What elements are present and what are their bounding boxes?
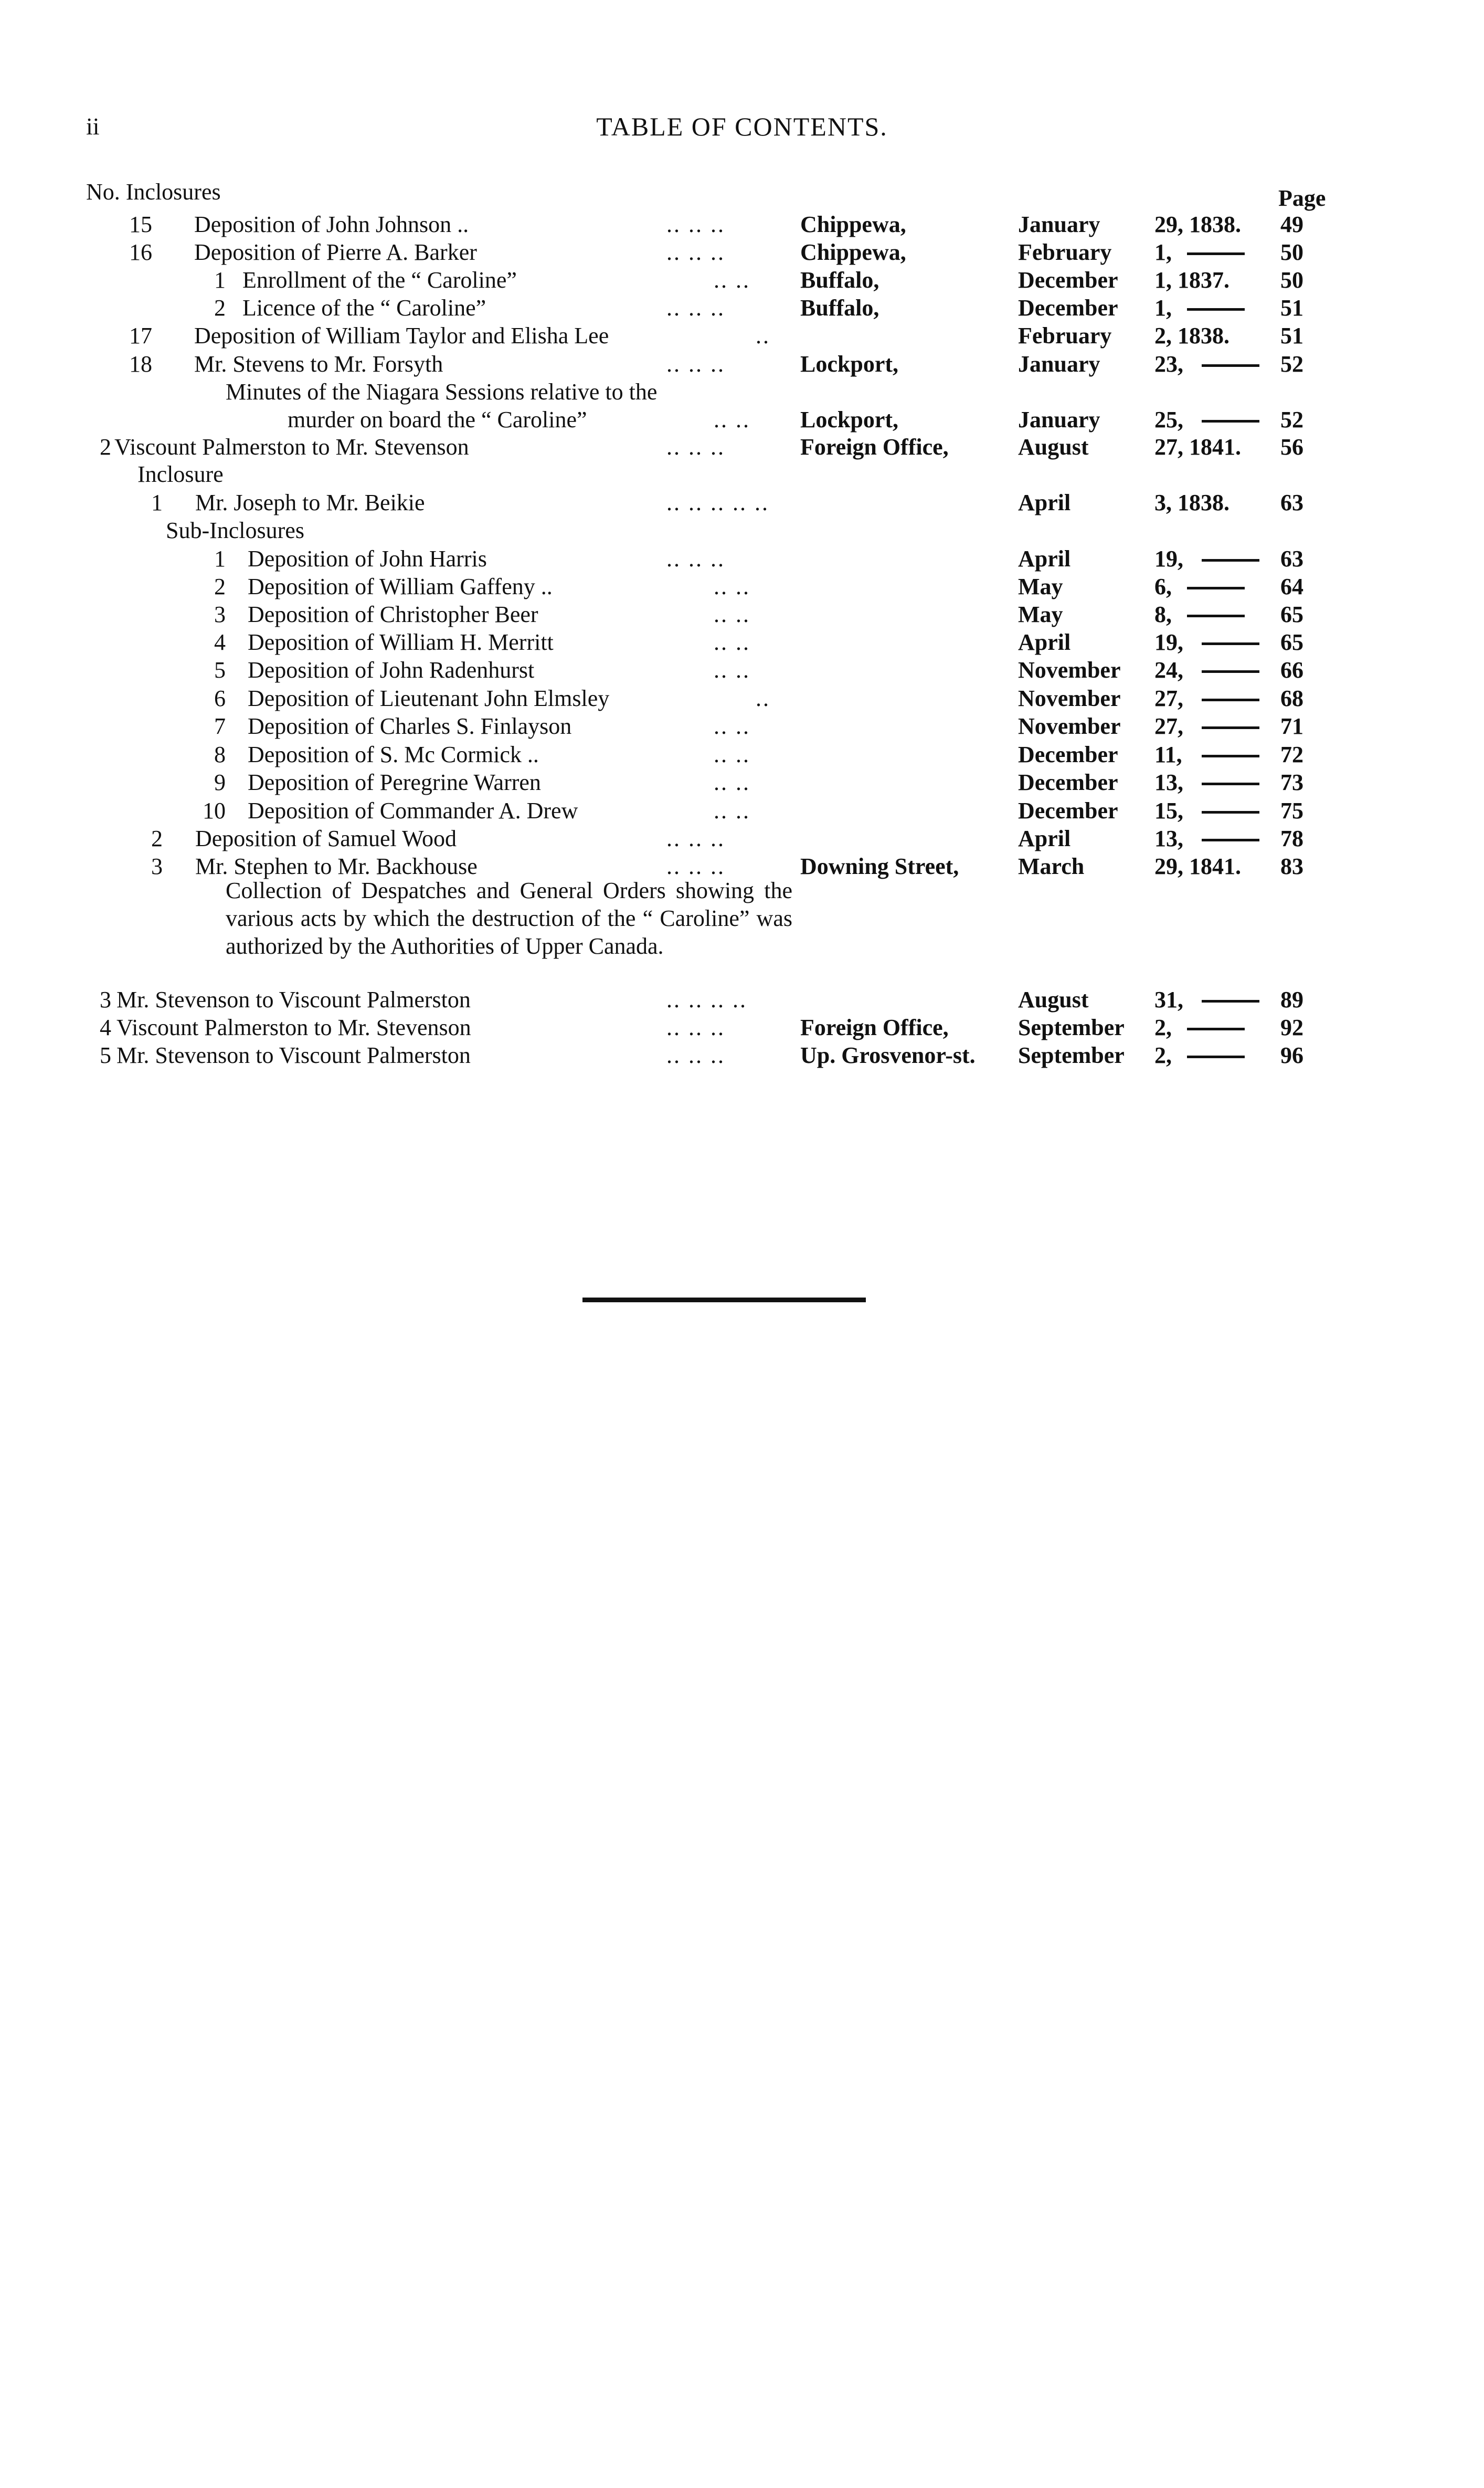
toc-entry [0, 713, 1484, 742]
leader-dots: .. .. .. [666, 212, 725, 237]
entry-day: 24, [1154, 657, 1183, 683]
entry-month: September [1018, 1042, 1125, 1068]
leader-dots: .. .. .. [666, 853, 725, 879]
entry-page: 49 [1280, 212, 1303, 237]
ditto-dash [1187, 587, 1245, 589]
leader-dots: .. .. .. [666, 434, 725, 460]
entry-number: 4 [214, 629, 226, 655]
entry-month: November [1018, 686, 1121, 711]
leader-dots: .. .. [714, 407, 750, 433]
entry-page: 83 [1280, 853, 1303, 879]
ditto-dash [1202, 783, 1259, 785]
entry-number: 1 [214, 546, 226, 572]
entry-day: 27, [1154, 713, 1183, 739]
entry-number: 16 [129, 239, 152, 265]
entry-day: 2, [1154, 1042, 1172, 1068]
entry-day: 25, [1154, 407, 1183, 433]
toc-entry [0, 741, 1484, 771]
entry-title: Deposition of John Harris [248, 546, 487, 572]
entry-page: 65 [1280, 602, 1303, 627]
entry-title: Deposition of Charles S. Finlayson [248, 713, 572, 739]
entry-page: 65 [1280, 629, 1303, 655]
entry-day: 11, [1154, 742, 1182, 767]
entry-page: 96 [1280, 1042, 1303, 1068]
entry-title: Mr. Joseph to Mr. Beikie [195, 490, 425, 515]
entry-title: Deposition of William H. Merritt [248, 629, 554, 655]
entry-day: 3, 1838. [1154, 490, 1229, 515]
entry-place: Chippewa, [800, 239, 906, 265]
ditto-dash [1202, 755, 1259, 757]
entry-title: Deposition of William Taylor and Elisha Lee [194, 323, 609, 349]
toc-entry [0, 545, 1484, 575]
entry-title: Deposition of Commander A. Drew [248, 798, 578, 824]
entry-page: 78 [1280, 826, 1303, 851]
entry-place: Buffalo, [800, 267, 879, 293]
entry-title: Mr. Stephen to Mr. Backhouse [195, 853, 478, 879]
entry-month: February [1018, 239, 1112, 265]
entry-title: Licence of the “ Caroline” [242, 295, 486, 321]
toc-entry [0, 1042, 1484, 1071]
entry-title: Deposition of Peregrine Warren [248, 769, 541, 795]
entry-page: 89 [1280, 987, 1303, 1013]
entry-title: Deposition of John Johnson .. [194, 212, 469, 237]
leader-dots: .. .. [714, 629, 750, 655]
entry-title: Viscount Palmerston to Mr. Stevenson [114, 434, 469, 460]
leader-dots: .. [756, 686, 770, 711]
entry-page: 68 [1280, 686, 1303, 711]
entry-month: April [1018, 629, 1071, 655]
entry-place: Foreign Office, [800, 1015, 949, 1040]
entry-title-line1: Minutes of the Niagara Sessions relative to the [226, 379, 658, 405]
entry-number: 6 [214, 686, 226, 711]
ditto-dash [1202, 364, 1259, 367]
toc-group-label [0, 461, 1484, 490]
entry-number: 9 [214, 769, 226, 795]
entry-month: December [1018, 798, 1118, 824]
leader-dots: .. .. [714, 713, 750, 739]
entry-page: 56 [1280, 434, 1303, 460]
ditto-dash [1202, 559, 1259, 562]
entry-number: 8 [214, 742, 226, 767]
entry-number: 1 [214, 267, 226, 293]
toc-entry [0, 825, 1484, 855]
entry-day: 27, [1154, 686, 1183, 711]
ditto-dash [1202, 839, 1259, 841]
toc-entry [0, 797, 1484, 827]
toc-entry [0, 769, 1484, 798]
entry-place: Chippewa, [800, 212, 906, 237]
column-head-no-inclosures: No. Inclosures [86, 179, 221, 205]
entry-number: 2 [214, 574, 226, 599]
page-folio: ii [86, 113, 100, 140]
entry-title: murder on board the “ Caroline” [288, 407, 587, 433]
leader-dots: .. .. .. [666, 239, 725, 265]
entry-page: 75 [1280, 798, 1303, 824]
entry-month: April [1018, 826, 1071, 851]
entry-page: 73 [1280, 769, 1303, 795]
group-label-text: Inclosure [137, 461, 224, 487]
leader-dots: .. .. .. [666, 1015, 725, 1040]
entry-number: 3 [214, 602, 226, 627]
entry-page: 50 [1280, 239, 1303, 265]
ditto-dash [1202, 1000, 1259, 1003]
leader-dots: .. .. [714, 267, 750, 293]
entry-page: 66 [1280, 657, 1303, 683]
toc-group-label [0, 517, 1484, 546]
entry-day: 6, [1154, 574, 1172, 599]
entry-day: 29, 1838. [1154, 212, 1241, 237]
entry-page: 51 [1280, 323, 1303, 349]
entry-number: 3 [100, 987, 111, 1013]
entry-month: May [1018, 602, 1063, 627]
leader-dots: .. .. [714, 798, 750, 824]
entry-number: 17 [129, 323, 152, 349]
group-label-text: Sub-Inclosures [166, 518, 304, 543]
leader-dots: .. .. [714, 742, 750, 767]
entry-month: April [1018, 490, 1071, 515]
entry-day: 13, [1154, 769, 1183, 795]
entry-place: Buffalo, [800, 295, 879, 321]
entry-month: December [1018, 267, 1118, 293]
column-head-page: Page [1278, 185, 1326, 211]
entry-title: Deposition of William Gaffeny .. [248, 574, 553, 599]
leader-dots: .. .. .. [666, 546, 725, 572]
entry-number: 4 [100, 1015, 111, 1040]
entry-place: Foreign Office, [800, 434, 949, 460]
entry-day: 1, [1154, 295, 1172, 321]
entry-place: Lockport, [800, 407, 898, 433]
entry-title: Deposition of Pierre A. Barker [194, 239, 477, 265]
toc-entry [0, 601, 1484, 630]
entry-month: January [1018, 212, 1100, 237]
toc-entry [0, 573, 1484, 603]
leader-dots: .. .. [714, 574, 750, 599]
entry-place: Downing Street, [800, 853, 959, 879]
toc-entry [0, 629, 1484, 658]
entry-number: 5 [100, 1042, 111, 1068]
entry-day: 1, [1154, 239, 1172, 265]
entry-page: 92 [1280, 1015, 1303, 1040]
leader-dots: .. .. [714, 602, 750, 627]
leader-dots: .. .. .. .. .. [666, 490, 769, 515]
leader-dots: .. [756, 323, 770, 349]
entry-day: 2, 1838. [1154, 323, 1229, 349]
entry-number: 2 [151, 826, 163, 851]
entry-page: 72 [1280, 742, 1303, 767]
entry-month: March [1018, 853, 1085, 879]
entry-title: Viscount Palmerston to Mr. Stevenson [116, 1015, 471, 1040]
entry-number: 2 [214, 295, 226, 321]
entry-day: 31, [1154, 987, 1183, 1013]
entry-month: September [1018, 1015, 1125, 1040]
entry-title: Deposition of Christopher Beer [248, 602, 538, 627]
entry-month: December [1018, 769, 1118, 795]
entry-day: 8, [1154, 602, 1172, 627]
entry-day: 1, 1837. [1154, 267, 1229, 293]
leader-dots: .. .. .. [666, 826, 725, 851]
toc-entry [0, 239, 1484, 268]
entry-title: Mr. Stevens to Mr. Forsyth [194, 351, 443, 377]
entry-month: May [1018, 574, 1063, 599]
leader-dots: .. .. .. [666, 295, 725, 321]
toc-entry [0, 406, 1484, 436]
ditto-dash [1187, 1028, 1245, 1030]
ditto-dash [1187, 308, 1245, 311]
entry-title: Deposition of Lieutenant John Elmsley [248, 686, 610, 711]
entry-title: Deposition of S. Mc Cormick .. [248, 742, 539, 767]
toc-entry [0, 1014, 1484, 1043]
leader-dots: .. .. .. .. [666, 987, 747, 1013]
entry-number: 7 [214, 713, 226, 739]
entry-day: 29, 1841. [1154, 853, 1241, 879]
entry-title: Deposition of Samuel Wood [195, 826, 457, 851]
entry-number: 18 [129, 351, 152, 377]
toc-entry [0, 434, 1484, 463]
entry-page: 63 [1280, 490, 1303, 515]
entry-place: Up. Grosvenor-st. [800, 1042, 976, 1068]
entry-month: December [1018, 742, 1118, 767]
ditto-dash [1202, 811, 1259, 814]
entry-month: April [1018, 546, 1071, 572]
toc-entry-first-line [0, 378, 1484, 408]
leader-dots: .. .. .. [666, 351, 725, 377]
entry-day: 19, [1154, 629, 1183, 655]
entry-day: 2, [1154, 1015, 1172, 1040]
entry-number: 3 [151, 853, 163, 879]
toc-entry [0, 294, 1484, 324]
toc-entry [0, 351, 1484, 380]
entry-day: 27, 1841. [1154, 434, 1241, 460]
entry-month: August [1018, 987, 1089, 1013]
leader-dots: .. .. [714, 657, 750, 683]
toc-entry [0, 489, 1484, 519]
entry-title: Mr. Stevenson to Viscount Palmerston [116, 1042, 471, 1068]
entry-day: 13, [1154, 826, 1183, 851]
entry-page: 52 [1280, 407, 1303, 433]
entry-title: Enrollment of the “ Caroline” [242, 267, 517, 293]
ditto-dash [1202, 670, 1259, 673]
ditto-dash [1187, 615, 1245, 617]
entry-day: 23, [1154, 351, 1183, 377]
entry-month: August [1018, 434, 1089, 460]
toc-entry [0, 685, 1484, 714]
entry-page: 63 [1280, 546, 1303, 572]
entry-month: November [1018, 657, 1121, 683]
section-divider-rule [582, 1298, 866, 1302]
entry-page: 71 [1280, 713, 1303, 739]
entry-month: November [1018, 713, 1121, 739]
toc-entry [0, 267, 1484, 296]
entry-number: 5 [214, 657, 226, 683]
toc-entry [0, 322, 1484, 352]
ditto-dash [1187, 252, 1245, 255]
entry-page: 64 [1280, 574, 1303, 599]
ditto-dash [1202, 642, 1259, 645]
entry-month: January [1018, 407, 1100, 433]
entry-month: December [1018, 295, 1118, 321]
entry-page: 50 [1280, 267, 1303, 293]
entry-number: 15 [129, 212, 152, 237]
entry-number: 2 [100, 434, 111, 460]
entry-page: 52 [1280, 351, 1303, 377]
entry-title: Deposition of John Radenhurst [248, 657, 535, 683]
entry-number: 10 [203, 798, 226, 824]
entry-page: 51 [1280, 295, 1303, 321]
ditto-dash [1202, 420, 1259, 423]
toc-entry [0, 211, 1484, 240]
entry-number: 1 [151, 490, 163, 515]
page-title: TABLE OF CONTENTS. [596, 112, 888, 141]
entry-day: 19, [1154, 546, 1183, 572]
toc-entry [0, 986, 1484, 1016]
toc-paragraph: Collection of Despatches and General Orders showing the various acts by which the destruction of the “ Caroline” was authorized by the Authorities of Upper Canada. [226, 878, 792, 959]
leader-dots: .. .. .. [666, 1042, 725, 1068]
entry-title: Mr. Stevenson to Viscount Palmerston [116, 987, 471, 1013]
ditto-dash [1202, 726, 1259, 729]
entry-month: January [1018, 351, 1100, 377]
ditto-dash [1187, 1056, 1245, 1058]
entry-month: February [1018, 323, 1112, 349]
entry-place: Lockport, [800, 351, 898, 377]
ditto-dash [1202, 699, 1259, 701]
entry-day: 15, [1154, 798, 1183, 824]
toc-entry [0, 657, 1484, 686]
leader-dots: .. .. [714, 769, 750, 795]
